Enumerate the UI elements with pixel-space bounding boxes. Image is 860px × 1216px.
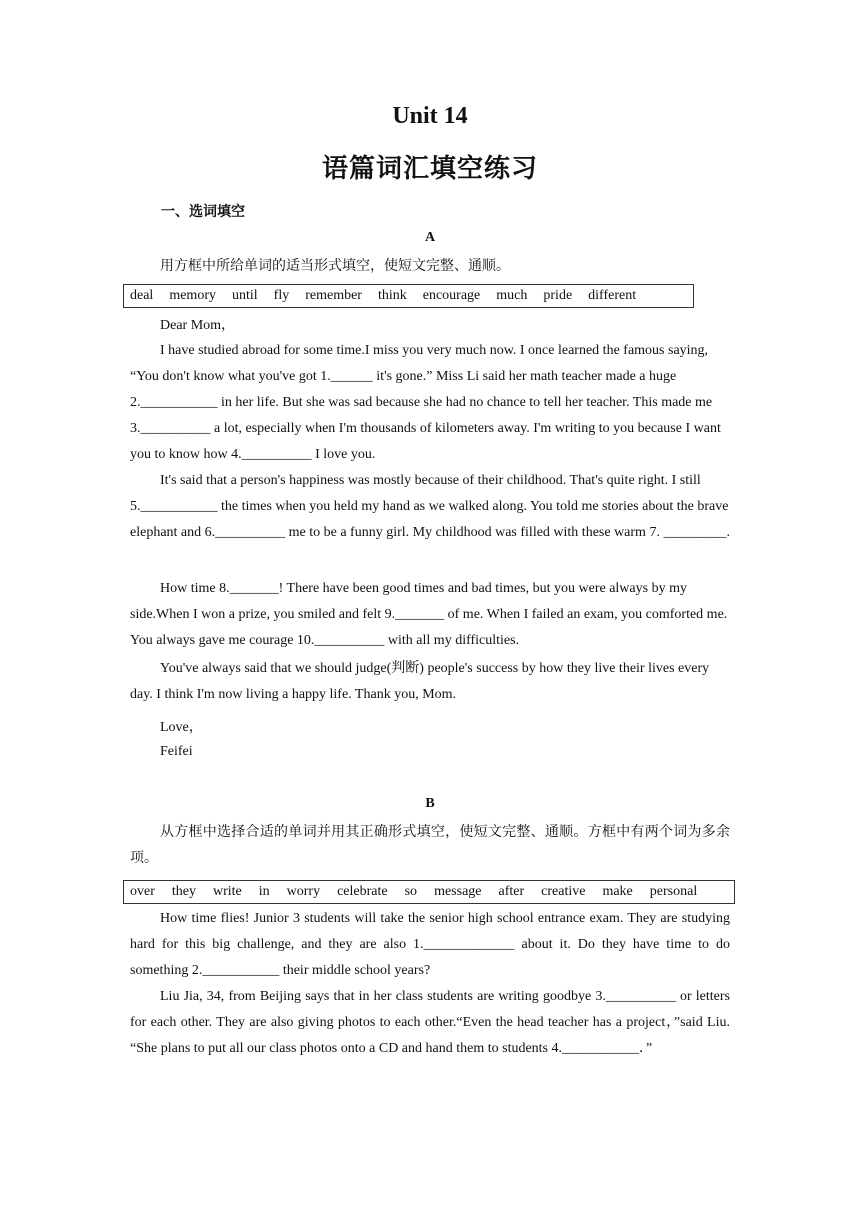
word-box-word: write bbox=[213, 884, 242, 899]
part-a-instruction: 用方框中所给单词的适当形式填空，使短文完整、通顺。 bbox=[160, 259, 510, 274]
word-box-word: memory bbox=[169, 288, 216, 303]
part-b-word-box bbox=[123, 880, 735, 904]
section-heading: 一、选词填空 bbox=[161, 204, 245, 220]
word-box-word: they bbox=[171, 884, 196, 899]
word-box-word: make bbox=[602, 884, 633, 899]
word-box-word: deal bbox=[130, 288, 154, 303]
part-a-label: A bbox=[424, 230, 436, 245]
word-box-word: over bbox=[130, 884, 155, 899]
word-box-word: in bbox=[258, 884, 270, 899]
word-box-word: think bbox=[377, 288, 407, 303]
part-b-label: B bbox=[425, 796, 435, 811]
part-a-paragraph-3: How time 8._______! There have been good times and bad times, but you were always by my side.When I won a prize, you smiled and felt 9._______ of me. When I failed an exam, you comforted me. You always gave me courage 10.__________ with all my difficulties. bbox=[130, 581, 728, 648]
letter-signature: Feifei bbox=[160, 744, 193, 759]
page-title: Unit 14 bbox=[392, 103, 468, 129]
word-box-word: after bbox=[498, 884, 525, 899]
part-a-paragraph-4: You've always said that we should judge(判断) people's success by how they live their lives every day. I think I'm now living a happy life. Thank you, Mom. bbox=[130, 661, 710, 702]
part-b-instruction: 从方框中选择合适的单词并用其正确形式填空，使短文完整、通顺。方框中有两个词为多余项。 bbox=[130, 825, 730, 866]
word-box-word: fly bbox=[273, 288, 290, 303]
word-box-word: message bbox=[434, 884, 482, 899]
word-box-word: much bbox=[496, 288, 528, 303]
word-box-word: worry bbox=[286, 884, 321, 899]
part-b-paragraph-2: Liu Jia, 34, from Beijing says that in her class students are writing goodbye 3.__________ or letters for each other. They are also giving photos to each other.“Even the head teacher has a project，”said Liu. “She plans to put all our class photos onto a CD and hand them to students 4.___________．” bbox=[130, 989, 730, 1056]
word-box-word: creative bbox=[541, 884, 586, 899]
word-box-word: until bbox=[231, 288, 258, 303]
word-box-word: celebrate bbox=[337, 884, 388, 899]
letter-greeting: Dear Mom， bbox=[160, 318, 236, 333]
word-box-word: encourage bbox=[422, 288, 481, 303]
word-box-word: personal bbox=[649, 884, 698, 899]
word-box-word: pride bbox=[543, 288, 573, 303]
letter-closing: Love， bbox=[160, 720, 203, 735]
part-a-word-box bbox=[123, 284, 694, 308]
word-box-word: different bbox=[588, 288, 637, 303]
page-subtitle: 语篇词汇填空练习 bbox=[321, 154, 538, 184]
word-box-word: so bbox=[404, 884, 418, 899]
word-box-word: remember bbox=[305, 288, 362, 303]
part-a-paragraph-1: I have studied abroad for some time.I miss you very much now. I once learned the famous saying, “You don't know what you've got 1.______ it's gone.” Miss Li said her math teacher made a huge 2.___________ in her life. But she was sad because she had no chance to tell her teacher. This made me 3.__________ a lot, especially when I'm thousands of kilometers away. I'm writing to you because I want you to know how 4.__________ I love you. bbox=[130, 343, 721, 462]
part-a-paragraph-2: It's said that a person's happiness was mostly because of their childhood. That's quite right. I still 5.___________ the times when you held my hand as we walked along. You told me stories about the brave elephant and 6.__________ me to be a funny girl. My childhood was filled with these warm 7. _________. bbox=[130, 473, 730, 540]
part-b-paragraph-1: How time flies! Junior 3 students will take the senior high school entrance exam. They are studying hard for this big challenge, and they are also 1._____________ about it. Do they have time to do something 2.___________ their middle school years? bbox=[130, 911, 730, 978]
